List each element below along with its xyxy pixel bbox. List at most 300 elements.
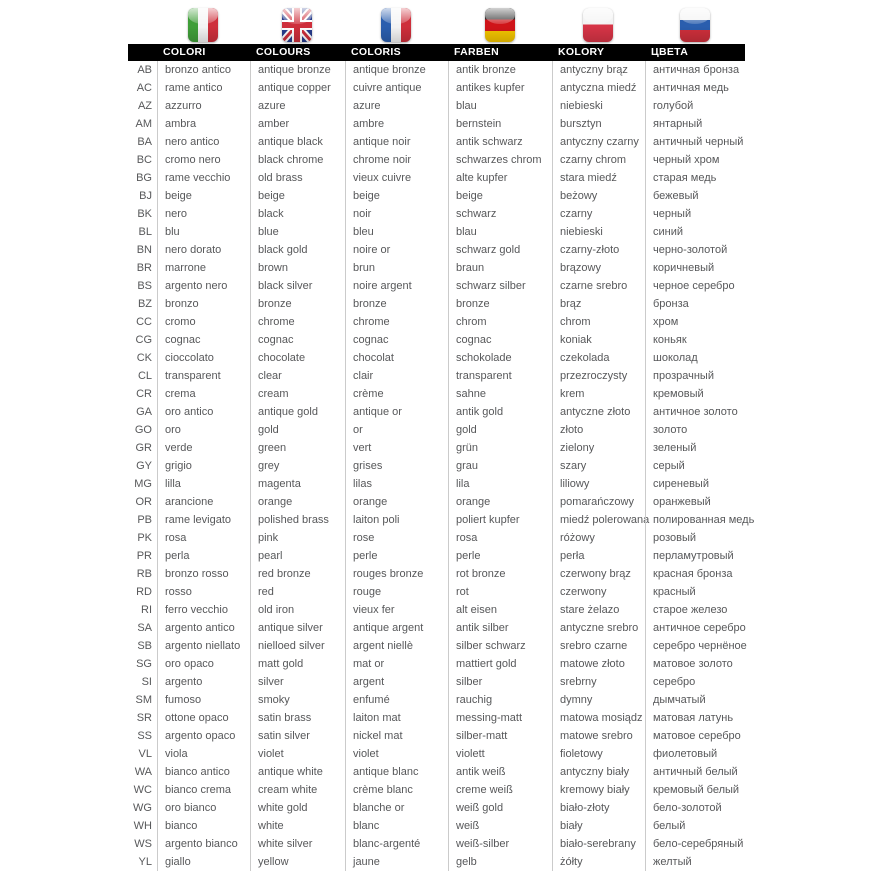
cell-russian: серебро (645, 673, 745, 691)
cell-code: CG (135, 334, 152, 346)
cell-english: chocolate (250, 349, 345, 367)
cell-italian: rame antico (157, 79, 250, 97)
table-row (128, 799, 745, 817)
cell-german: poliert kupfer (448, 511, 552, 529)
cell-italian: rame levigato (157, 511, 250, 529)
cell-english: old brass (250, 169, 345, 187)
cell-english: red (250, 583, 345, 601)
cell-french: crème blanc (345, 781, 448, 799)
cell-german: cognac (448, 331, 552, 349)
cell-german: beige (448, 187, 552, 205)
cell-russian: старое железо (645, 601, 745, 619)
cell-polish: antyczne złoto (552, 403, 645, 421)
cell-italian: argento niellato (157, 637, 250, 655)
table-row (128, 529, 745, 547)
cell-english: white silver (250, 835, 345, 853)
flags-row (128, 6, 745, 44)
table-row (128, 853, 745, 871)
cell-italian: oro antico (157, 403, 250, 421)
cell-english: cream (250, 385, 345, 403)
cell-italian: rosso (157, 583, 250, 601)
cell-polish: matowe srebro (552, 727, 645, 745)
uk-flag-icon (282, 8, 312, 42)
cell-french: argent niellè (345, 637, 448, 655)
cell-code: CC (136, 316, 152, 328)
cell-italian: rame vecchio (157, 169, 250, 187)
cell-french: nickel mat (345, 727, 448, 745)
table-row (128, 169, 745, 187)
table-row (128, 439, 745, 457)
table-row (128, 223, 745, 241)
table-row (128, 61, 745, 79)
cell-russian: желтый (645, 853, 745, 871)
cell-italian: giallo (157, 853, 250, 871)
cell-russian: бежевый (645, 187, 745, 205)
cell-french: clair (345, 367, 448, 385)
cell-code: AZ (137, 100, 152, 112)
cell-french: rose (345, 529, 448, 547)
cell-russian: сиреневый (645, 475, 745, 493)
table-row (128, 601, 745, 619)
cell-english: magenta (250, 475, 345, 493)
cell-polish: perła (552, 547, 645, 565)
cell-english: antique black (250, 133, 345, 151)
cell-polish: przezroczysty (552, 367, 645, 385)
cell-french: lilas (345, 475, 448, 493)
cell-polish: srebro czarne (552, 637, 645, 655)
cell-english: nielloed silver (250, 637, 345, 655)
table-row (128, 385, 745, 403)
cell-german: blau (448, 223, 552, 241)
cell-german: transparent (448, 367, 552, 385)
cell-russian: дымчатый (645, 691, 745, 709)
cell-code: WH (133, 820, 152, 832)
cell-code: GY (136, 460, 152, 472)
cell-french: perle (345, 547, 448, 565)
cell-english: black silver (250, 277, 345, 295)
cell-code: RD (136, 586, 152, 598)
cell-german: alt eisen (448, 601, 552, 619)
cell-german: weiß-silber (448, 835, 552, 853)
cell-polish: miedź polerowana (552, 511, 645, 529)
column-header-italian: COLORI (163, 46, 206, 58)
table-row (128, 259, 745, 277)
cell-polish: biało-serebrany (552, 835, 645, 853)
column-header-english: COLOURS (256, 46, 311, 58)
cell-polish: różowy (552, 529, 645, 547)
cell-italian: ferro vecchio (157, 601, 250, 619)
cell-polish: czarne srebro (552, 277, 645, 295)
cell-german: schokolade (448, 349, 552, 367)
cell-french: chrome (345, 313, 448, 331)
cell-french: enfumé (345, 691, 448, 709)
cell-russian: черный (645, 205, 745, 223)
cell-italian: argento antico (157, 619, 250, 637)
cell-english: black (250, 205, 345, 223)
cell-russian: античный белый (645, 763, 745, 781)
cell-german: schwarzes chrom (448, 151, 552, 169)
cell-german: grün (448, 439, 552, 457)
cell-german: chrom (448, 313, 552, 331)
cell-polish: pomarańczowy (552, 493, 645, 511)
cell-polish: beżowy (552, 187, 645, 205)
cell-code: SG (136, 658, 152, 670)
table-row (128, 97, 745, 115)
cell-french: cognac (345, 331, 448, 349)
cell-german: weiß (448, 817, 552, 835)
table-row (128, 547, 745, 565)
cell-code: VL (138, 748, 152, 760)
cell-code: CL (137, 370, 152, 382)
cell-russian: перламутровый (645, 547, 745, 565)
cell-code: BS (137, 280, 152, 292)
cell-russian: бело-золотой (645, 799, 745, 817)
cell-russian: голубой (645, 97, 745, 115)
cell-german: antik bronze (448, 61, 552, 79)
cell-german: schwarz gold (448, 241, 552, 259)
cell-polish: biały (552, 817, 645, 835)
cell-french: vert (345, 439, 448, 457)
table-body (128, 61, 755, 871)
cell-english: green (250, 439, 345, 457)
cell-code: AC (136, 82, 152, 94)
cell-german: antikes kupfer (448, 79, 552, 97)
cell-russian: античный черный (645, 133, 745, 151)
cell-italian: bianco (157, 817, 250, 835)
cell-italian: azzurro (157, 97, 250, 115)
cell-code: BC (136, 154, 152, 166)
cell-english: chrome (250, 313, 345, 331)
cell-code: PR (136, 550, 152, 562)
cell-polish: żółty (552, 853, 645, 871)
cell-english: amber (250, 115, 345, 133)
cell-polish: srebrny (552, 673, 645, 691)
cell-french: jaune (345, 853, 448, 871)
cell-code: GA (136, 406, 152, 418)
cell-code: CR (136, 388, 152, 400)
cell-polish: biało-złoty (552, 799, 645, 817)
cell-french: violet (345, 745, 448, 763)
cell-russian: матовая латунь (645, 709, 745, 727)
cell-english: antique gold (250, 403, 345, 421)
cell-polish: chrom (552, 313, 645, 331)
cell-english: clear (250, 367, 345, 385)
cell-italian: marrone (157, 259, 250, 277)
cell-italian: argento opaco (157, 727, 250, 745)
cell-french: noir (345, 205, 448, 223)
cell-italian: grigio (157, 457, 250, 475)
cell-russian: фиолетовый (645, 745, 745, 763)
cell-code: BA (137, 136, 152, 148)
cell-code: SR (136, 712, 152, 724)
italy-flag-icon (188, 8, 218, 42)
cell-english: antique white (250, 763, 345, 781)
table-row (128, 457, 745, 475)
cell-french: or (345, 421, 448, 439)
cell-german: antik silber (448, 619, 552, 637)
cell-code: CK (136, 352, 152, 364)
cell-italian: cognac (157, 331, 250, 349)
cell-polish: stara miedź (552, 169, 645, 187)
cell-italian: cromo nero (157, 151, 250, 169)
cell-polish: antyczny biały (552, 763, 645, 781)
cell-code: BL (138, 226, 152, 238)
cell-english: pearl (250, 547, 345, 565)
table-row (128, 205, 745, 223)
cell-german: bronze (448, 295, 552, 313)
cell-german: alte kupfer (448, 169, 552, 187)
cell-polish: antyczny czarny (552, 133, 645, 151)
table-row (128, 691, 745, 709)
cell-german: rot bronze (448, 565, 552, 583)
cell-french: chocolat (345, 349, 448, 367)
cell-italian: nero dorato (157, 241, 250, 259)
cell-english: beige (250, 187, 345, 205)
cell-english: black chrome (250, 151, 345, 169)
cell-polish: czarny chrom (552, 151, 645, 169)
cell-code: OR (135, 496, 152, 508)
table-row (128, 367, 745, 385)
cell-russian: синий (645, 223, 745, 241)
cell-italian: oro opaco (157, 655, 250, 673)
cell-italian: rosa (157, 529, 250, 547)
cell-french: antique bronze (345, 61, 448, 79)
germany-flag-icon (485, 8, 515, 42)
cell-italian: oro (157, 421, 250, 439)
cell-italian: fumoso (157, 691, 250, 709)
cell-english: silver (250, 673, 345, 691)
cell-english: polished brass (250, 511, 345, 529)
cell-italian: bronzo rosso (157, 565, 250, 583)
cell-german: lila (448, 475, 552, 493)
cell-french: vieux cuivre (345, 169, 448, 187)
cell-english: white (250, 817, 345, 835)
cell-code: PK (137, 532, 152, 544)
cell-polish: dymny (552, 691, 645, 709)
russia-flag-icon (680, 8, 710, 42)
cell-code: BZ (137, 298, 152, 310)
cell-italian: lilla (157, 475, 250, 493)
cell-russian: кремовый белый (645, 781, 745, 799)
cell-german: violett (448, 745, 552, 763)
cell-french: brun (345, 259, 448, 277)
table-row (128, 241, 745, 259)
cell-russian: зеленый (645, 439, 745, 457)
cell-french: grises (345, 457, 448, 475)
cell-german: gelb (448, 853, 552, 871)
cell-code: PB (137, 514, 152, 526)
cell-german: rot (448, 583, 552, 601)
cell-italian: beige (157, 187, 250, 205)
cell-english: antique copper (250, 79, 345, 97)
table-row (128, 709, 745, 727)
cell-german: silber schwarz (448, 637, 552, 655)
cell-code: WC (133, 784, 152, 796)
cell-english: brown (250, 259, 345, 277)
cell-russian: серебро чернёное (645, 637, 745, 655)
cell-polish: złoto (552, 421, 645, 439)
cell-german: sahne (448, 385, 552, 403)
cell-russian: кремовый (645, 385, 745, 403)
table-row (128, 781, 745, 799)
table-row (128, 277, 745, 295)
cell-french: mat or (345, 655, 448, 673)
cell-polish: niebieski (552, 223, 645, 241)
cell-polish: zielony (552, 439, 645, 457)
cell-french: antique or (345, 403, 448, 421)
table-row (128, 655, 745, 673)
column-header-french: COLORIS (351, 46, 401, 58)
cell-italian: transparent (157, 367, 250, 385)
cell-code: SS (137, 730, 152, 742)
cell-italian: verde (157, 439, 250, 457)
cell-code: WG (133, 802, 152, 814)
cell-polish: czarny (552, 205, 645, 223)
cell-code: WS (134, 838, 152, 850)
cell-english: white gold (250, 799, 345, 817)
cell-italian: bronzo (157, 295, 250, 313)
cell-russian: шоколад (645, 349, 745, 367)
cell-russian: черное серебро (645, 277, 745, 295)
cell-russian: розовый (645, 529, 745, 547)
cell-russian: матовое серебро (645, 727, 745, 745)
cell-russian: золото (645, 421, 745, 439)
table-row (128, 583, 745, 601)
cell-english: orange (250, 493, 345, 511)
cell-english: satin brass (250, 709, 345, 727)
cell-italian: ottone opaco (157, 709, 250, 727)
cell-italian: bianco antico (157, 763, 250, 781)
cell-italian: cromo (157, 313, 250, 331)
cell-german: creme weiß (448, 781, 552, 799)
cell-russian: хром (645, 313, 745, 331)
cell-english: bronze (250, 295, 345, 313)
cell-french: orange (345, 493, 448, 511)
cell-french: bleu (345, 223, 448, 241)
cell-german: messing-matt (448, 709, 552, 727)
cell-russian: античное серебро (645, 619, 745, 637)
cell-code: BG (136, 172, 152, 184)
cell-french: argent (345, 673, 448, 691)
cell-code: WA (134, 766, 152, 778)
cell-italian: arancione (157, 493, 250, 511)
table-row (128, 403, 745, 421)
cell-italian: ambra (157, 115, 250, 133)
cell-polish: antyczne srebro (552, 619, 645, 637)
cell-german: mattiert gold (448, 655, 552, 673)
cell-italian: nero (157, 205, 250, 223)
cell-code: RB (136, 568, 152, 580)
cell-german: rosa (448, 529, 552, 547)
cell-english: pink (250, 529, 345, 547)
cell-code: MG (134, 478, 152, 490)
cell-code: SI (141, 676, 152, 688)
cell-french: ambre (345, 115, 448, 133)
cell-french: antique noir (345, 133, 448, 151)
table-row (128, 511, 755, 529)
cell-german: antik schwarz (448, 133, 552, 151)
france-flag-icon (381, 8, 411, 42)
cell-code: YL (138, 856, 152, 868)
cell-english: gold (250, 421, 345, 439)
cell-polish: koniak (552, 331, 645, 349)
cell-code: AB (137, 64, 152, 76)
cell-english: cream white (250, 781, 345, 799)
cell-polish: bursztyn (552, 115, 645, 133)
table-row (128, 763, 745, 781)
cell-polish: brąz (552, 295, 645, 313)
cell-french: antique argent (345, 619, 448, 637)
cell-russian: белый (645, 817, 745, 835)
cell-german: gold (448, 421, 552, 439)
cell-german: silber (448, 673, 552, 691)
cell-german: weiß gold (448, 799, 552, 817)
cell-french: chrome noir (345, 151, 448, 169)
cell-french: blanc (345, 817, 448, 835)
cell-russian: бронза (645, 295, 745, 313)
table-row (128, 619, 745, 637)
table-row (128, 835, 745, 853)
column-header-german: FARBEN (454, 46, 499, 58)
cell-russian: античное золото (645, 403, 745, 421)
table-header-bar (128, 44, 745, 61)
table-row (128, 79, 745, 97)
table-row (128, 745, 745, 763)
cell-french: azure (345, 97, 448, 115)
cell-polish: niebieski (552, 97, 645, 115)
cell-german: orange (448, 493, 552, 511)
cell-code: AM (135, 118, 152, 130)
table-row (128, 133, 745, 151)
table-row (128, 331, 745, 349)
cell-polish: antyczna miedź (552, 79, 645, 97)
poland-flag-icon (583, 8, 613, 42)
table-row (128, 313, 745, 331)
cell-french: vieux fer (345, 601, 448, 619)
cell-french: crème (345, 385, 448, 403)
cell-french: beige (345, 187, 448, 205)
table-row (128, 565, 745, 583)
cell-russian: античная медь (645, 79, 745, 97)
cell-code: SA (137, 622, 152, 634)
cell-polish: matowa mosiądz (552, 709, 645, 727)
cell-english: satin silver (250, 727, 345, 745)
cell-english: azure (250, 97, 345, 115)
cell-code: GO (134, 424, 152, 436)
table-row (128, 151, 745, 169)
table-row (128, 475, 745, 493)
table-row (128, 421, 745, 439)
cell-english: antique silver (250, 619, 345, 637)
cell-italian: nero antico (157, 133, 250, 151)
cell-russian: черный хром (645, 151, 745, 169)
cell-code: SM (135, 694, 152, 706)
cell-italian: cioccolato (157, 349, 250, 367)
cell-russian: янтарный (645, 115, 745, 133)
cell-code: BK (137, 208, 152, 220)
cell-italian: bronzo antico (157, 61, 250, 79)
cell-french: noire or (345, 241, 448, 259)
cell-polish: czekolada (552, 349, 645, 367)
cell-russian: серый (645, 457, 745, 475)
cell-code: SB (137, 640, 152, 652)
cell-russian: старая медь (645, 169, 745, 187)
cell-polish: stare żelazo (552, 601, 645, 619)
cell-german: silber-matt (448, 727, 552, 745)
cell-polish: czerwony brąz (552, 565, 645, 583)
cell-polish: brązowy (552, 259, 645, 277)
cell-italian: bianco crema (157, 781, 250, 799)
